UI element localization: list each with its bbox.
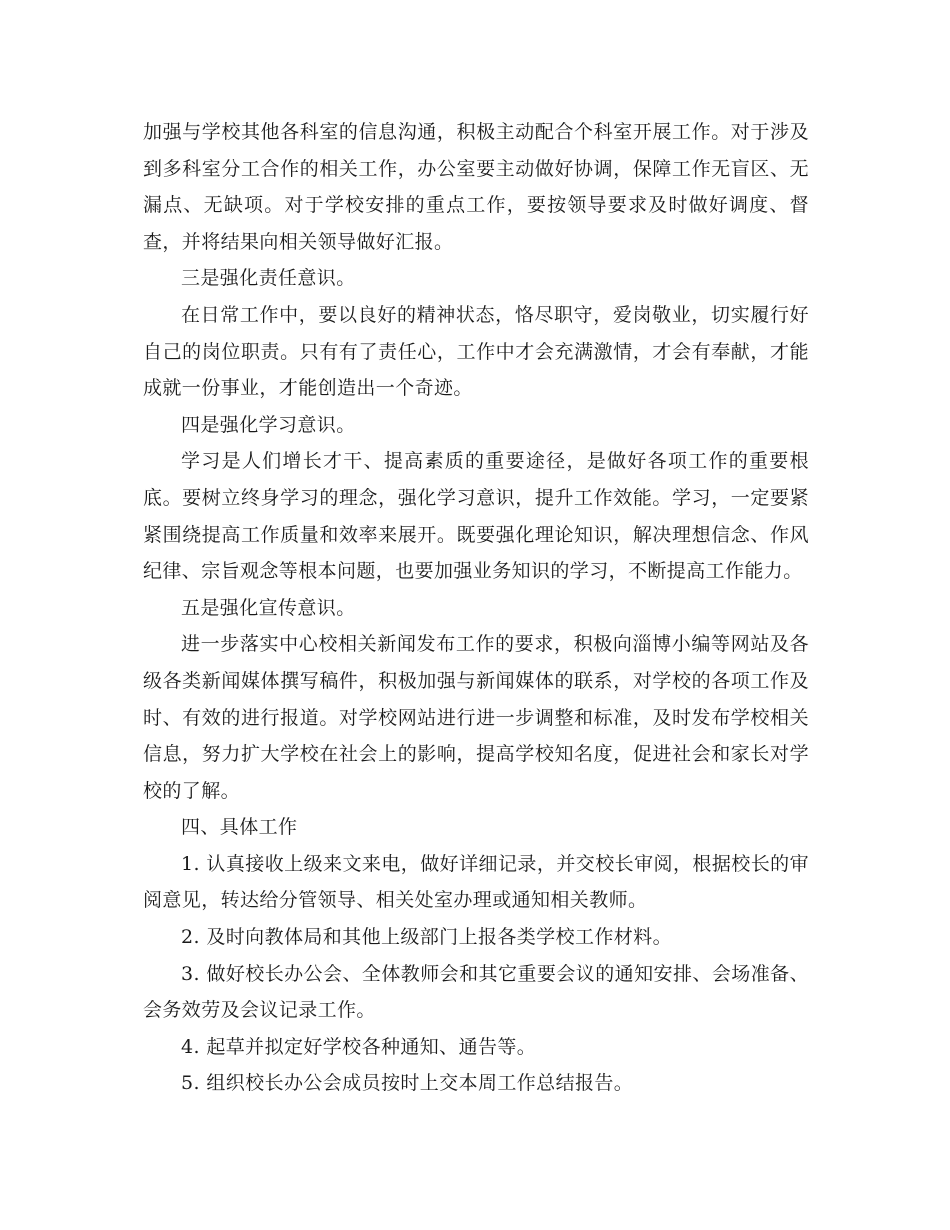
list-item-4: 4. 起草并拟定好学校各种通知、通告等。 xyxy=(181,1035,537,1058)
heading-publicity: 五是强化宣传意识。 xyxy=(181,596,356,619)
list-item-5: 5. 组织校长办公会成员按时上交本周工作总结报告。 xyxy=(181,1072,634,1095)
heading-learning: 四是强化学习意识。 xyxy=(181,413,356,436)
paragraph-responsibility: 在日常工作中，要以良好的精神状态，恪尽职守，爱岗敬业，切实履行好自己的岗位职责。只有有了责任心，工作中才会充满激情，才会有奉献，才能成就一份事业，才能创造出一个奇迹。 xyxy=(143,303,809,400)
list-item-2: 2. 及时向教体局和其他上级部门上报各类学校工作材料。 xyxy=(181,926,672,949)
list-item-3: 3. 做好校长办公会、全体教师会和其它重要会议的通知安排、会场准备、会务效劳及会议记录工作。 xyxy=(143,962,809,1022)
section-heading-specific-work: 四、具体工作 xyxy=(181,816,298,839)
list-item-1: 1. 认真接收上级来文来电，做好详细记录，并交校长审阅，根据校长的审阅意见，转达给分管领导、相关处室办理或通知相关教师。 xyxy=(143,852,809,912)
paragraph-coordination: 加强与学校其他各科室的信息沟通，积极主动配合个科室开展工作。对于涉及到多科室分工合作的相关工作，办公室要主动做好协调，保障工作无盲区、无漏点、无缺项。对于学校安排的重点工作，要按领导要求及时做好调度、督查，并将结果向相关领导做好汇报。 xyxy=(143,121,809,253)
paragraph-publicity: 进一步落实中心校相关新闻发布工作的要求，积极向淄博小编等网站及各级各类新闻媒体撰写稿件，积极加强与新闻媒体的联系，对学校的各项工作及时、有效的进行报道。对学校网站进行进一步调整和标准，及时发布学校相关信息，努力扩大学校在社会上的影响，提高学校知名度，促进社会和家长对学校的了解。 xyxy=(143,633,809,802)
document-body xyxy=(143,114,809,1102)
heading-responsibility: 三是强化责任意识。 xyxy=(181,267,356,290)
paragraph-learning: 学习是人们增长才干、提高素质的重要途径，是做好各项工作的重要根底。要树立终身学习的理念，强化学习意识，提升工作效能。学习，一定要紧紧围绕提高工作质量和效率来展开。既要强化理论知识，解决理想信念、作风纪律、宗旨观念等根本问题，也要加强业务知识的学习，不断提高工作能力。 xyxy=(143,450,809,583)
